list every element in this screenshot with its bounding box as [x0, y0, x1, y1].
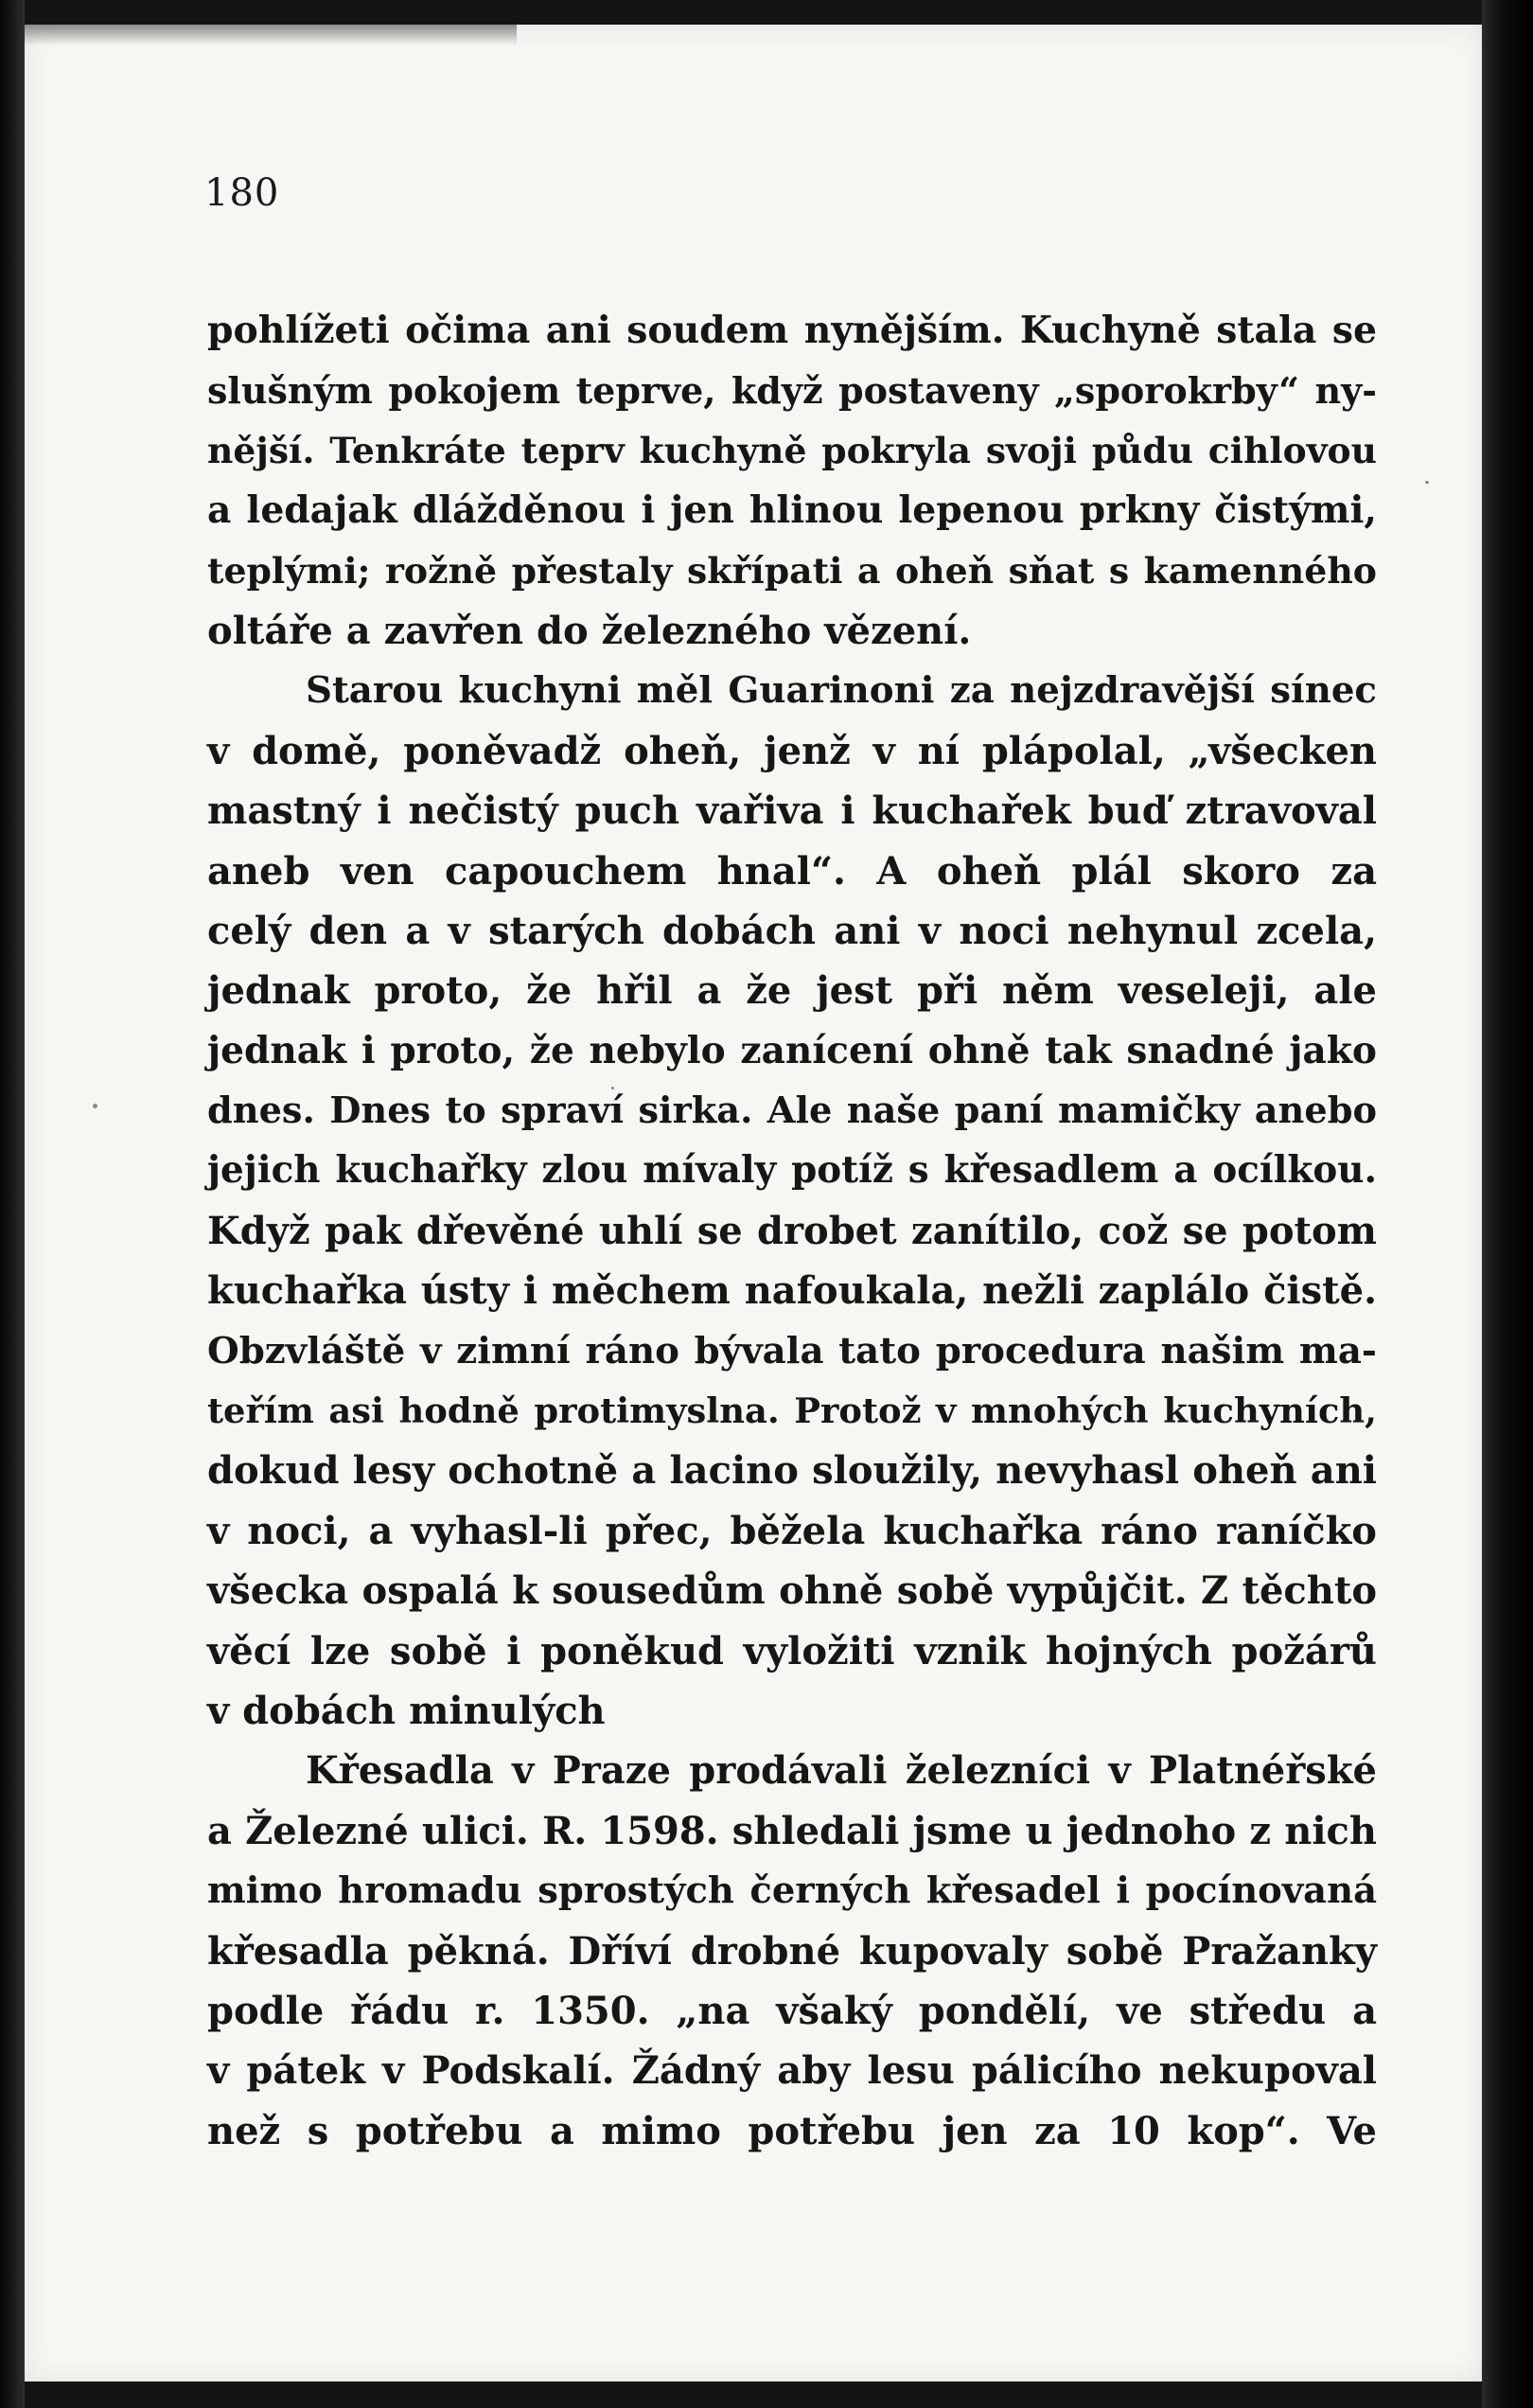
text-line: v dobách minulých [207, 1688, 606, 1733]
paper-speck [93, 1104, 97, 1108]
text-line: teplými; rožně přestaly skřípati a oheň sňat s kamenného [207, 549, 1377, 592]
text-line: křesadla pěkná. Dříví drobné kupovaly sobě Pražanky [207, 1928, 1377, 1974]
text-line: věcí lze sobě i poněkud vyložiti vznik hojných požárů [207, 1628, 1377, 1673]
paper-speck [1425, 481, 1429, 484]
text-line: oltáře a zavřen do železného vězení. [207, 608, 972, 653]
text-line: podle řádu r. 1350. „na všaký pondělí, ve středu a [207, 1988, 1377, 2033]
text-line: Obzvláště v zimní ráno bývala tato procedura našim ma- [207, 1329, 1377, 1372]
text-line: jednak i proto, že nebylo zanícení ohně tak snadné jako [207, 1028, 1377, 1072]
scan-border-left [0, 0, 25, 2408]
paragraph-1 [207, 301, 1377, 661]
text-line: v noci, a vyhasl-li přec, běžela kuchařka ráno raníčko [207, 1508, 1377, 1553]
paragraph-2 [207, 661, 1377, 1741]
book-page [25, 25, 1482, 2381]
text-line: pohlížeti očima ani soudem nynějším. Kuchyně stala se [207, 309, 1377, 352]
text-line: nější. Tenkráte teprv kuchyně pokryla svoji půdu cihlovou [207, 429, 1377, 471]
text-line: slušným pokojem teprve, když postaveny „sporokrby“ ny- [207, 369, 1377, 413]
body-text [207, 301, 1377, 2161]
text-line: Křesadla v Praze prodávali železníci v Platnéřské [306, 1748, 1377, 1794]
text-line: mimo hromadu sprostých černých křesadel i pocínovaná [207, 1869, 1377, 1913]
paragraph-3 [207, 1741, 1377, 2161]
text-line: a ledajak dlážděnou i jen hlinou lepenou prkny čistými, [207, 488, 1377, 533]
scan-border-right [1482, 0, 1533, 2408]
text-line: dnes. Dnes to spraví sirka. Ale naše paní mamičky anebo [207, 1089, 1377, 1133]
text-line: jednak proto, že hřil a že jest při něm veseleji, ale [207, 968, 1377, 1014]
text-line: aneb ven capouchem hnal“. A oheň plál skoro za [207, 848, 1377, 894]
text-line: Starou kuchyni měl Guarinoni za nejzdravější sínec [306, 669, 1377, 713]
text-line: všecka ospalá k sousedům ohně sobě vypůjčit. Z těchto [207, 1568, 1377, 1614]
text-line: v pátek v Podskalí. Žádný aby lesu pálicího nekupoval [207, 2048, 1377, 2094]
text-line: a Železné ulici. R. 1598. shledali jsme u jednoho z nich [207, 1808, 1377, 1853]
text-line: teřím asi hodně protimyslna. Protož v mnohých kuchyních, [207, 1390, 1377, 1432]
text-line: kuchařka ústy i měchem nafoukala, nežli zaplálo čistě. [207, 1268, 1377, 1314]
text-line: dokud lesy ochotně a lacino sloužily, nevyhasl oheň ani [207, 1448, 1377, 1494]
text-line: jejich kuchařky zlou mívaly potíž s křesadlem a ocílkou. [207, 1149, 1377, 1193]
text-line: celý den a v starých dobách ani v noci nehynul zcela, [207, 908, 1377, 953]
text-line: mastný i nečistý puch vařiva i kuchařek buď ztravoval [207, 788, 1377, 834]
scan-smudge [25, 25, 517, 45]
text-line: než s potřebu a mimo potřebu jen za 10 kop“. Ve [207, 2108, 1377, 2153]
text-line: v domě, poněvadž oheň, jenž v ní plápolal, „všecken [207, 728, 1377, 773]
text-line: Když pak dřevěné uhlí se drobet zanítilo, což se potom [207, 1208, 1377, 1253]
page-number: 180 [204, 171, 280, 215]
